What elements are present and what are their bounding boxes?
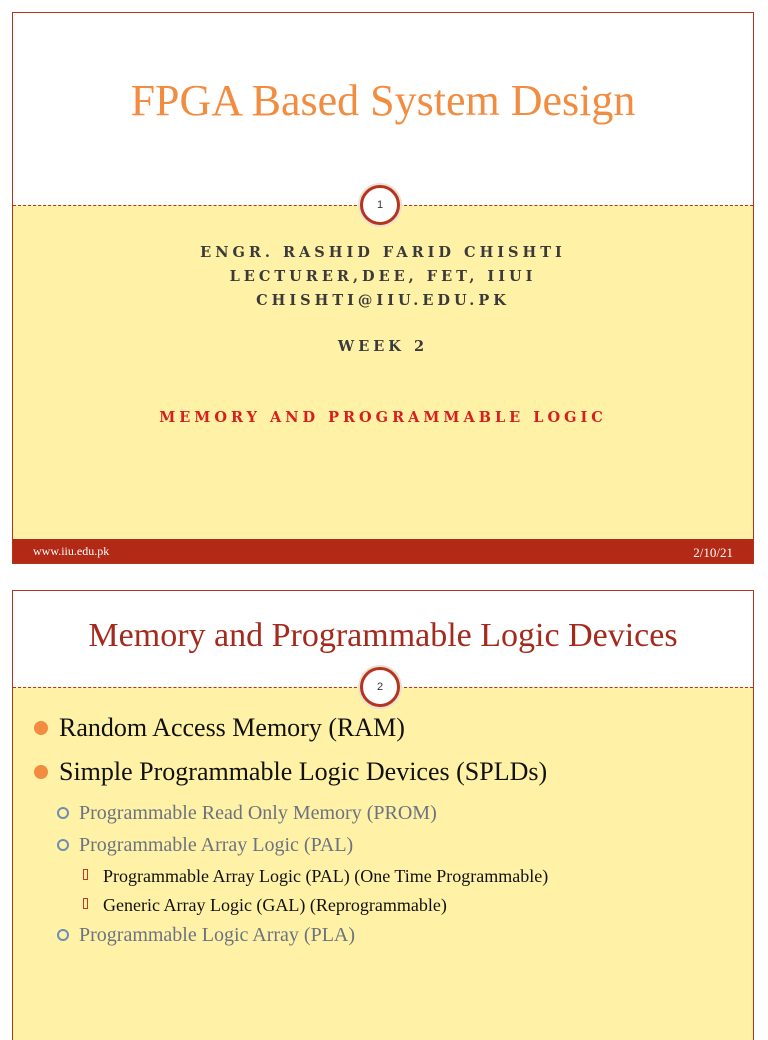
list-item <box>13 755 753 799</box>
week-label: WEEK 2 <box>337 338 429 355</box>
author-name: ENGR. RASHID FARID CHISHTI <box>200 244 566 261</box>
footer-date: 2/10/21 <box>693 545 733 560</box>
bullet-text: Simple Programmable Logic Devices (SPLDs) <box>59 757 548 786</box>
slide-1-footer <box>13 539 753 564</box>
list-item <box>13 711 753 755</box>
bullet-list <box>13 711 753 953</box>
bullet-text: Programmable Read Only Memory (PROM) <box>79 802 437 824</box>
slide-1-number-badge: 1 <box>360 185 400 225</box>
bullet-text: Programmable Logic Array (PLA) <box>79 924 356 946</box>
bullet-square-icon <box>83 869 88 880</box>
author-position: LECTURER,DEE, FET, IIUI <box>229 268 537 285</box>
bullet-ring-icon <box>57 807 69 819</box>
bullet-dot-icon <box>34 721 48 735</box>
bullet-square-icon <box>83 898 88 909</box>
slide-1-title: FPGA Based System Design <box>130 76 636 125</box>
slide-1-subtitle: MEMORY AND PROGRAMMABLE LOGIC <box>159 409 607 426</box>
slide-2-number-badge: 2 <box>360 667 400 707</box>
slide-1 <box>12 12 754 564</box>
bullet-text: Programmable Array Logic (PAL) <box>79 834 354 856</box>
footer-url: www.iiu.edu.pk <box>33 544 110 558</box>
list-item <box>13 799 753 831</box>
list-item <box>13 921 753 953</box>
list-item <box>13 831 753 863</box>
bullet-dot-icon <box>34 765 48 779</box>
list-item <box>13 863 753 892</box>
author-block <box>13 241 753 313</box>
bullet-ring-icon <box>57 929 69 941</box>
author-email: CHISHTI@IIU.EDU.PK <box>256 292 510 309</box>
bullet-text: Programmable Array Logic (PAL) (One Time Programmable) <box>103 866 549 886</box>
bullet-ring-icon <box>57 839 69 851</box>
bullet-text: Generic Array Logic (GAL) (Reprogrammable) <box>103 895 447 915</box>
slide-2-title: Memory and Programmable Logic Devices <box>88 617 678 654</box>
bullet-text: Random Access Memory (RAM) <box>59 713 405 742</box>
list-item <box>13 892 753 921</box>
slide-2 <box>12 590 754 1040</box>
